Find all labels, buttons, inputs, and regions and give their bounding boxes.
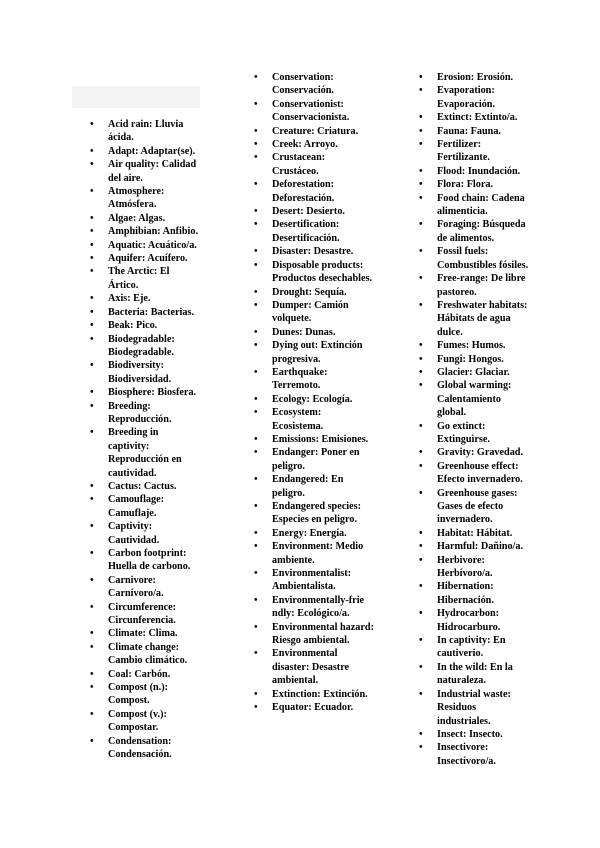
glossary-entry: • Fossil fuels: Combustibles fósiles. <box>419 245 531 272</box>
glossary-entry: • Gravity: Gravedad. <box>419 446 531 459</box>
glossary-entry: • Dunes: Dunas. <box>254 326 374 339</box>
glossary-entry: • Emissions: Emisiones. <box>254 433 374 446</box>
glossary-entry: • Evaporation: Evaporación. <box>419 84 531 111</box>
glossary-entry: • Captivity: Cautividad. <box>90 520 202 547</box>
glossary-entry: • Free-range: De libre pastoreo. <box>419 272 531 299</box>
glossary-entry: • Earthquake: Terremoto. <box>254 366 374 393</box>
glossary-entry: • Drought: Sequía. <box>254 286 374 299</box>
glossary-entry: • Acid rain: Lluvia ácida. <box>90 118 202 145</box>
glossary-entry: • Extinction: Extinción. <box>254 688 374 701</box>
glossary-entry: • Crustacean: Crustáceo. <box>254 151 374 178</box>
glossary-entry: • Extinct: Extinto/a. <box>419 111 531 124</box>
glossary-entry: • Flood: Inundación. <box>419 165 531 178</box>
glossary-entry: • Deforestation: Deforestación. <box>254 178 374 205</box>
glossary-entry: • Greenhouse gases: Gases de efecto invernadero. <box>419 487 531 527</box>
glossary-entry: • Ecology: Ecología. <box>254 393 374 406</box>
glossary-entry: • Fertilizer: Fertilizante. <box>419 138 531 165</box>
glossary-entry: • Beak: Pico. <box>90 319 202 332</box>
glossary-entry: • Food chain: Cadena alimenticia. <box>419 192 531 219</box>
glossary-entry: • Herbivore: Herbívoro/a. <box>419 554 531 581</box>
glossary-entry: • Disaster: Desastre. <box>254 245 374 258</box>
glossary-entry: • Coal: Carbón. <box>90 668 202 681</box>
glossary-entry: • Glacier: Glaciar. <box>419 366 531 379</box>
glossary-entry: • Biosphere: Biosfera. <box>90 386 202 399</box>
glossary-entry: • Compost (v.): Compostar. <box>90 708 202 735</box>
glossary-column-3 <box>419 71 531 768</box>
glossary-entry: • Dumper: Camión volquete. <box>254 299 374 326</box>
glossary-entry: • Environmental disaster: Desastre ambiental. <box>254 647 374 687</box>
glossary-entry: • Desertification: Desertificación. <box>254 218 374 245</box>
glossary-entry: • Energy: Energía. <box>254 527 374 540</box>
glossary-entry: • Fauna: Fauna. <box>419 125 531 138</box>
glossary-entry: • Compost (n.): Compost. <box>90 681 202 708</box>
glossary-entry: • Climate: Clima. <box>90 627 202 640</box>
glossary-entry: • Equator: Ecuador. <box>254 701 374 714</box>
glossary-entry: • Camouflage: Camuflaje. <box>90 493 202 520</box>
glossary-entry: • Greenhouse effect: Efecto invernadero. <box>419 460 531 487</box>
glossary-entry: • Habitat: Hábitat. <box>419 527 531 540</box>
glossary-entry: • Carbon footprint: Huella de carbono. <box>90 547 202 574</box>
glossary-entry: • Harmful: Dañino/a. <box>419 540 531 553</box>
glossary-entry: • Amphibian: Anfibio. <box>90 225 202 238</box>
glossary-entry: • Air quality: Calidad del aire. <box>90 158 202 185</box>
glossary-entry: • Circumference: Circunferencia. <box>90 601 202 628</box>
glossary-entry: • Endanger: Poner en peligro. <box>254 446 374 473</box>
glossary-entry: • Condensation: Condensación. <box>90 735 202 762</box>
glossary-entry: • Insectivore: Insectívoro/a. <box>419 741 531 768</box>
glossary-entry: • Endangered: En peligro. <box>254 473 374 500</box>
glossary-entry: • Flora: Flora. <box>419 178 531 191</box>
glossary-entry: • Biodiversity: Biodiversidad. <box>90 359 202 386</box>
glossary-entry: • Freshwater habitats: Hábitats de agua dulce. <box>419 299 531 339</box>
glossary-entry: • Fumes: Humos. <box>419 339 531 352</box>
glossary-entry: • Endangered species: Especies en peligro. <box>254 500 374 527</box>
glossary-entry: • Creature: Criatura. <box>254 125 374 138</box>
glossary-entry: • Bacteria: Bacterias. <box>90 306 202 319</box>
glossary-entry: • Insect: Insecto. <box>419 728 531 741</box>
glossary-entry: • Go extinct: Extinguirse. <box>419 420 531 447</box>
glossary-entry: • Environment: Medio ambiente. <box>254 540 374 567</box>
header-shade-block <box>72 86 200 108</box>
glossary-entry: • Algae: Algas. <box>90 212 202 225</box>
glossary-entry: • Environmentally-frie ndly: Ecológico/a. <box>254 594 374 621</box>
glossary-entry: • Erosion: Erosión. <box>419 71 531 84</box>
glossary-entry: • In the wild: En la naturaleza. <box>419 661 531 688</box>
glossary-entry: • Climate change: Cambio climático. <box>90 641 202 668</box>
glossary-entry: • Creek: Arroyo. <box>254 138 374 151</box>
glossary-entry: • Global warming: Calentamiento global. <box>419 379 531 419</box>
glossary-entry: • Axis: Eje. <box>90 292 202 305</box>
glossary-entry: • Aquifer: Acuífero. <box>90 252 202 265</box>
glossary-entry: • Environmental hazard: Riesgo ambiental. <box>254 621 374 648</box>
glossary-entry: • Breeding: Reproducción. <box>90 400 202 427</box>
glossary-entry: • The Arctic: El Ártico. <box>90 265 202 292</box>
glossary-entry: • Desert: Desierto. <box>254 205 374 218</box>
glossary-entry: • Hydrocarbon: Hidrocarburo. <box>419 607 531 634</box>
glossary-entry: • Industrial waste: Residuos industriales. <box>419 688 531 728</box>
glossary-entry: • Atmosphere: Atmósfera. <box>90 185 202 212</box>
glossary-entry: • Biodegradable: Biodegradable. <box>90 333 202 360</box>
glossary-entry: • Adapt: Adaptar(se). <box>90 145 202 158</box>
glossary-column-2 <box>254 71 374 715</box>
glossary-entry: • Carnivore: Carnívoro/a. <box>90 574 202 601</box>
glossary-entry: • Disposable products: Productos desechables. <box>254 259 374 286</box>
glossary-entry: • Breeding in captivity: Reproducción en cautividad. <box>90 426 202 480</box>
glossary-column-1 <box>90 118 202 762</box>
glossary-entry: • Ecosystem: Ecosistema. <box>254 406 374 433</box>
glossary-entry: • Cactus: Cactus. <box>90 480 202 493</box>
glossary-entry: • Conservationist: Conservacionista. <box>254 98 374 125</box>
glossary-entry: • Hibernation: Hibernación. <box>419 580 531 607</box>
glossary-entry: • Aquatic: Acuático/a. <box>90 239 202 252</box>
glossary-entry: • Foraging: Búsqueda de alimentos. <box>419 218 531 245</box>
glossary-entry: • Conservation: Conservación. <box>254 71 374 98</box>
glossary-entry: • Environmentalist: Ambientalista. <box>254 567 374 594</box>
glossary-entry: • In captivity: En cautiverio. <box>419 634 531 661</box>
glossary-entry: • Dying out: Extinción progresiva. <box>254 339 374 366</box>
glossary-entry: • Fungi: Hongos. <box>419 353 531 366</box>
